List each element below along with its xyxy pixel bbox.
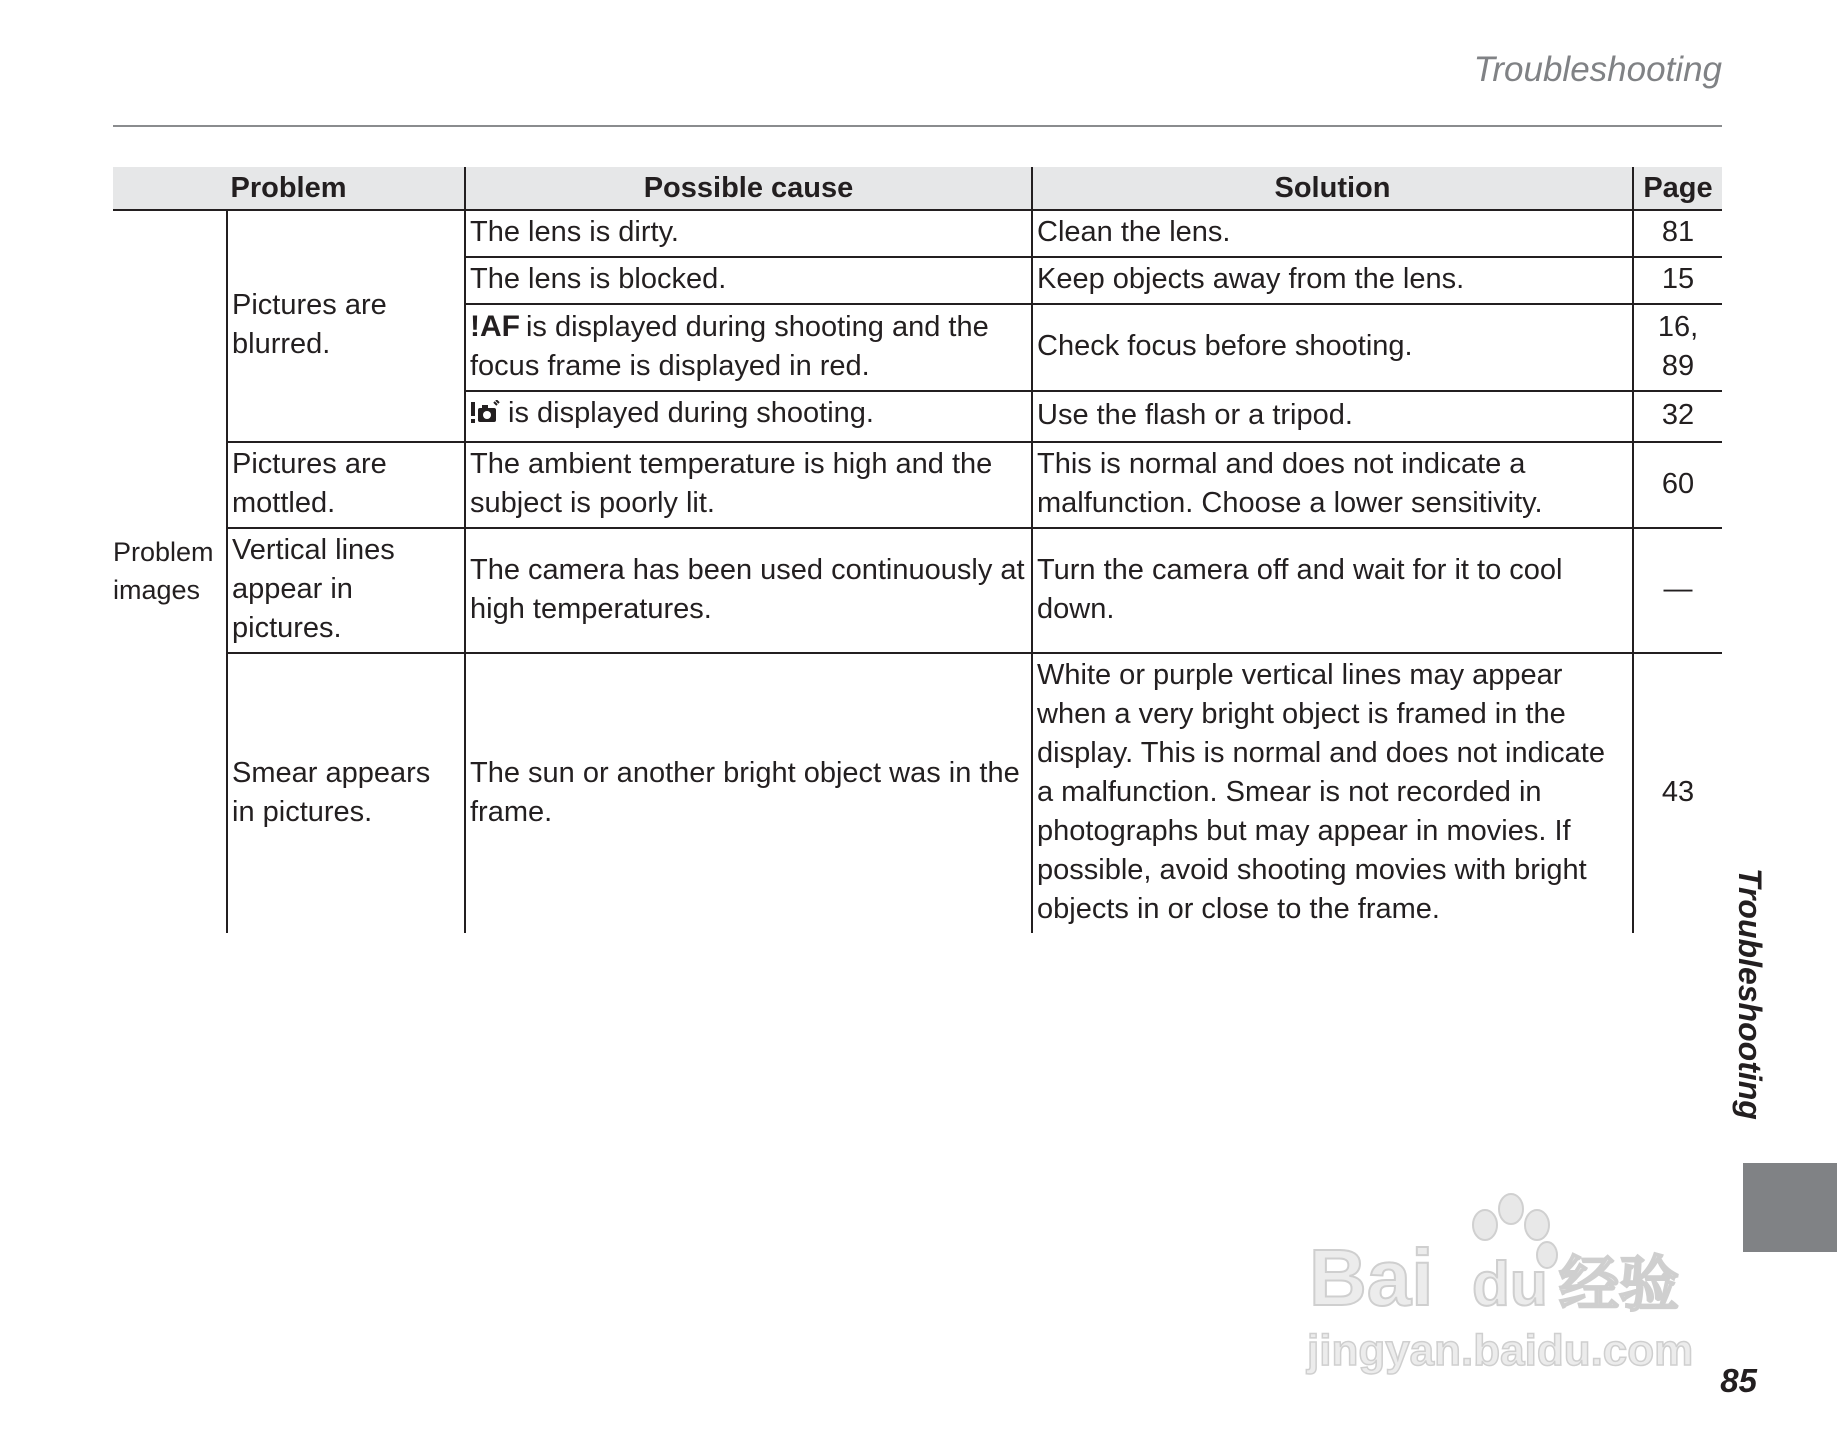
solution-cell: Use the flash or a tripod.: [1032, 391, 1633, 442]
column-header-cause: Possible cause: [465, 167, 1032, 210]
page-number: 85: [1720, 1362, 1757, 1399]
table-row: [113, 528, 1722, 653]
camera-shake-warning-icon: [470, 398, 500, 437]
cause-cell: The lens is blocked.: [465, 257, 1032, 304]
side-thumb-tab: [1743, 1163, 1837, 1252]
solution-cell: White or purple vertical lines may appear when a very bright object is framed in the display. This is normal and does not indicate a malfunction. Smear is not recorded in photographs but may appear in movies. If possible, avoid shooting movies with bright objects in or close to the frame.: [1032, 653, 1633, 933]
cause-cell: The camera has been used continuously at high temperatures.: [465, 528, 1032, 653]
watermark-brand-left: Bai: [1309, 1233, 1434, 1322]
cause-cell: [465, 304, 1032, 391]
solution-cell: This is normal and does not indicate a malfunction. Choose a lower sensitivity.: [1032, 442, 1633, 528]
category-label: Problem images: [113, 537, 214, 605]
solution-cell: Check focus before shooting.: [1032, 304, 1633, 391]
baidu-watermark: [1304, 1175, 1724, 1380]
troubleshooting-table: [113, 167, 1722, 933]
solution-cell: Turn the camera off and wait for it to cool down.: [1032, 528, 1633, 653]
column-header-problem: Problem: [113, 167, 465, 210]
solution-cell: Keep objects away from the lens.: [1032, 257, 1633, 304]
side-section-label: Troubleshooting: [1732, 868, 1768, 1120]
problem-cell: Pictures are mottled.: [227, 442, 465, 528]
table-row: [113, 653, 1722, 933]
watermark-url: jingyan.baidu.com: [1307, 1326, 1694, 1375]
column-header-page: Page: [1633, 167, 1722, 210]
cause-cell: The lens is dirty.: [465, 210, 1032, 257]
table-header-row: [113, 167, 1722, 210]
column-header-solution: Solution: [1032, 167, 1633, 210]
watermark-brand-right: du: [1472, 1250, 1548, 1319]
table-row: [113, 442, 1722, 528]
cause-text: is displayed during shooting and the focus frame is displayed in red.: [470, 311, 989, 382]
problem-cell: Vertical lines appear in pictures.: [227, 528, 465, 653]
page-cell: —: [1633, 528, 1722, 653]
cause-cell: [465, 391, 1032, 442]
problem-cell: Smear appears in pictures.: [227, 653, 465, 933]
running-header: Troubleshooting: [1473, 50, 1722, 89]
focus-warning-icon: !AF: [470, 310, 520, 343]
page-cell: 60: [1633, 442, 1722, 528]
page-cell: 43: [1633, 653, 1722, 933]
cause-cell: The sun or another bright object was in the frame.: [465, 653, 1032, 933]
solution-cell: Clean the lens.: [1032, 210, 1633, 257]
table-row: [113, 210, 1722, 257]
cause-text: is displayed during shooting.: [508, 397, 874, 429]
problem-cell: Pictures are blurred.: [227, 210, 465, 442]
header-divider: [113, 125, 1722, 127]
cause-cell: The ambient temperature is high and the subject is poorly lit.: [465, 442, 1032, 528]
watermark-chinese: 经验: [1559, 1250, 1679, 1320]
page-cell: 81: [1633, 210, 1722, 257]
page-cell: 15: [1633, 257, 1722, 304]
page-cell: 16, 89: [1633, 304, 1722, 391]
page-cell: 32: [1633, 391, 1722, 442]
